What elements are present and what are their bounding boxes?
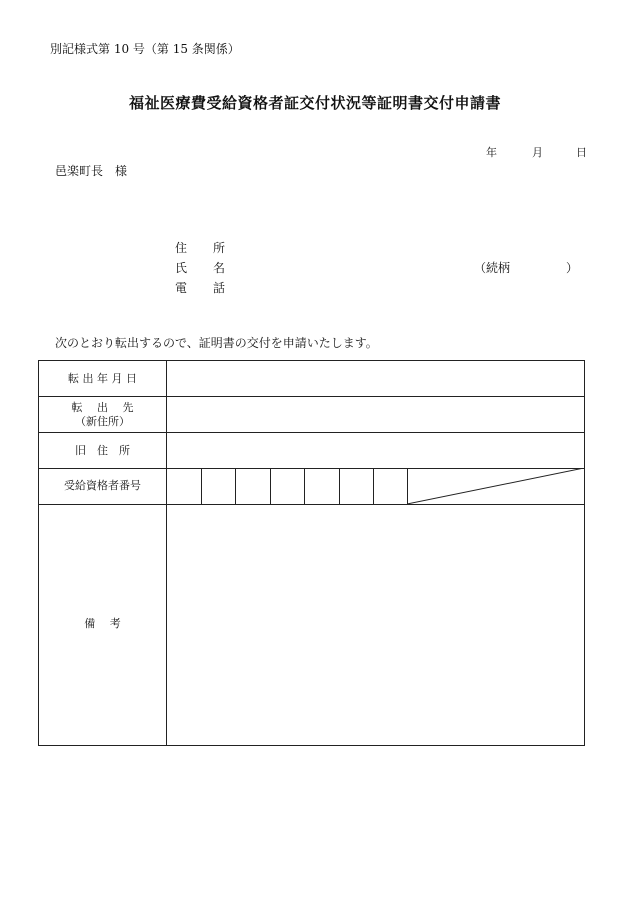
diagonal-line <box>407 468 584 504</box>
old-address-field[interactable] <box>167 433 584 468</box>
relation-open: （続柄 <box>474 261 511 275</box>
destination-label: 転 出 先 <box>71 401 134 414</box>
move-date-field[interactable] <box>167 361 584 396</box>
number-digit-cell[interactable] <box>374 468 407 504</box>
destination-sub-label: （新住所） <box>75 415 130 428</box>
name-label: 氏 名 <box>175 261 226 275</box>
remarks-label: 備 考 <box>84 617 121 630</box>
application-table <box>38 360 585 746</box>
remarks-field[interactable] <box>167 505 584 745</box>
destination-field[interactable] <box>167 397 584 432</box>
number-digit-cell[interactable] <box>167 468 201 504</box>
number-digit-cell[interactable] <box>271 468 304 504</box>
relation-close: ） <box>566 261 579 275</box>
move-date-label: 転 出 年 月 日 <box>68 372 137 385</box>
old-address-label: 旧 住 所 <box>75 444 130 457</box>
number-digit-cell[interactable] <box>202 468 235 504</box>
number-digit-cell[interactable] <box>305 468 339 504</box>
page-title: 福祉医療費受給資格者証交付状況等証明書交付申請書 <box>128 94 501 112</box>
date-year-label: 年 <box>486 146 497 159</box>
address-label: 住 所 <box>175 241 226 255</box>
form-number: 別記様式第 10 号（第 15 条関係） <box>50 42 240 56</box>
recipient-number-label: 受給資格者番号 <box>64 479 141 492</box>
intro-text: 次のとおり転出するので、証明書の交付を申請いたします。 <box>55 336 378 350</box>
date-month-label: 月 <box>532 146 543 159</box>
number-digit-cell[interactable] <box>236 468 270 504</box>
addressee: 邑楽町長 様 <box>55 164 128 178</box>
date-day-label: 日 <box>576 146 587 159</box>
phone-label: 電 話 <box>175 281 226 295</box>
diagonal-strike-cell <box>407 468 584 504</box>
number-digit-cell[interactable] <box>340 468 373 504</box>
